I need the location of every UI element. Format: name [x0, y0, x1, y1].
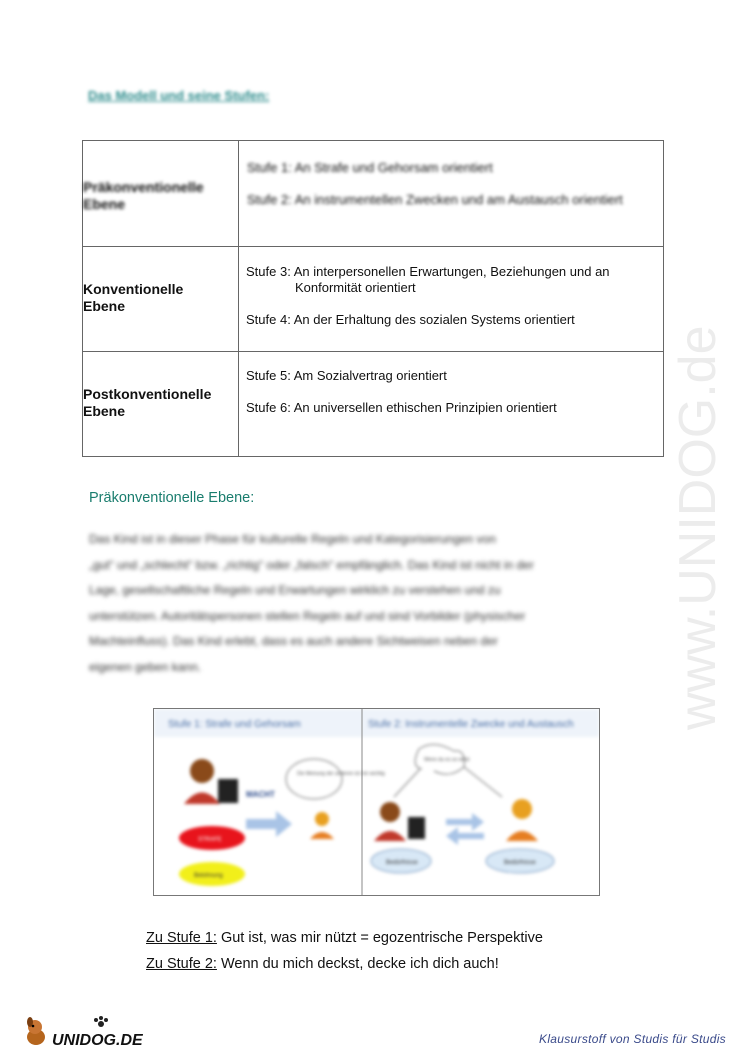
figure-svg — [154, 709, 599, 895]
stages-figure — [153, 708, 600, 896]
paragraph-line: Lage, gesellschaftliche Regeln und Erwartungen wirklich zu verstehen und zu — [89, 583, 501, 598]
stages-cell — [239, 247, 664, 352]
paragraph-line: „gut“ und „schlecht“ bzw. „richtig“ oder „falsch“ empfänglich. Das Kind ist nicht in der — [89, 557, 534, 572]
need-label-left: Bedürfnisse — [386, 860, 418, 866]
level-cell — [83, 352, 239, 457]
macht-label: MACHT — [246, 790, 275, 799]
stufe-2-note — [146, 956, 499, 972]
bubble-text-left: Die Meinung der anderen ist mir wichtig — [297, 771, 385, 777]
strafe-label: STRAFE — [198, 837, 222, 843]
exchange-arrow-left-icon — [446, 827, 484, 845]
stage-text: Stufe 3: An interpersonellen Erwartungen, Beziehungen und an — [246, 264, 610, 279]
table-row — [83, 247, 664, 352]
paragraph-line: eigenen geben kann. — [89, 659, 202, 674]
stage-text: Konformität orientiert — [295, 280, 416, 295]
stufe-1-note — [146, 930, 543, 946]
level-label: Postkonventionelle Ebene — [83, 386, 212, 419]
belohnung-label: Belohnung — [194, 873, 223, 879]
need-label-right: Bedürfnisse — [504, 860, 536, 866]
bubble-tail-right — [464, 767, 502, 797]
unidog-logo[interactable] — [22, 1015, 152, 1056]
exchange-arrow-right-icon — [446, 813, 484, 831]
paragraph — [89, 527, 649, 681]
arrow-right-icon — [246, 811, 292, 837]
level-label: Präkonventionelle Ebene — [83, 179, 204, 212]
stage-text: Stufe 1: An Strafe und Gehorsam orientiert — [247, 160, 493, 175]
levels-table — [82, 140, 664, 457]
figure-right-header: Stufe 2: Instrumentelle Zwecke und Austausch — [368, 719, 574, 730]
table-row — [83, 141, 664, 247]
paragraph-line: Das Kind ist in dieser Phase für kulturelle Regeln und Kategorisierungen von — [89, 532, 496, 546]
stages-cell — [239, 352, 664, 457]
stufe-1-text: Gut ist, was mir nützt = egozentrische Perspektive — [216, 930, 543, 946]
level-cell — [83, 141, 239, 247]
authority-person-icon — [184, 759, 238, 804]
thought-bubble-left — [286, 759, 342, 799]
stufe-2-text: Wenn du mich deckst, decke ich dich auch! — [216, 956, 499, 972]
paragraph-line: unterstützen. Autoritätspersonen stellen Regeln auf und sind Vorbilder (physischer — [89, 608, 526, 623]
logo-text: UNIDOG.DE — [52, 1032, 143, 1049]
stage-text: Stufe 6: An universellen ethischen Prinzipien orientiert — [246, 400, 557, 415]
person-left-icon — [374, 802, 425, 841]
stufe-1-label: Zu Stufe 1: — [146, 930, 217, 946]
figure-left-header: Stufe 1: Strafe und Gehorsam — [168, 719, 301, 730]
section-title: Präkonventionelle Ebene: — [89, 490, 255, 506]
child-person-icon — [310, 812, 334, 839]
stage-text: Stufe 4: An der Erhaltung des sozialen Systems orientiert — [246, 312, 575, 327]
table-row — [83, 352, 664, 457]
level-label: Konventionelle Ebene — [83, 281, 184, 314]
footer-tagline: Klausurstoff von Studis für Studis — [539, 1032, 726, 1046]
dog-logo-icon — [22, 1015, 152, 1051]
bubble-tail-left — [394, 769, 420, 797]
paragraph-line: Machteinfluss). Das Kind erlebt, dass es auch andere Sichtweisen neben der — [89, 634, 498, 649]
stufe-2-label: Zu Stufe 2: — [146, 956, 217, 972]
person-right-icon — [506, 799, 538, 841]
level-cell — [83, 247, 239, 352]
stages-cell — [239, 141, 664, 247]
section-heading-link[interactable]: Das Modell und seine Stufen: — [88, 88, 270, 103]
watermark-text: www.UNIDOG.de — [669, 325, 727, 730]
bubble-text-right: Wenn du es so willst — [424, 757, 470, 763]
stage-text: Stufe 2: An instrumentellen Zwecken und am Austausch orientiert — [247, 192, 623, 207]
stage-text: Stufe 5: Am Sozialvertrag orientiert — [246, 368, 447, 383]
